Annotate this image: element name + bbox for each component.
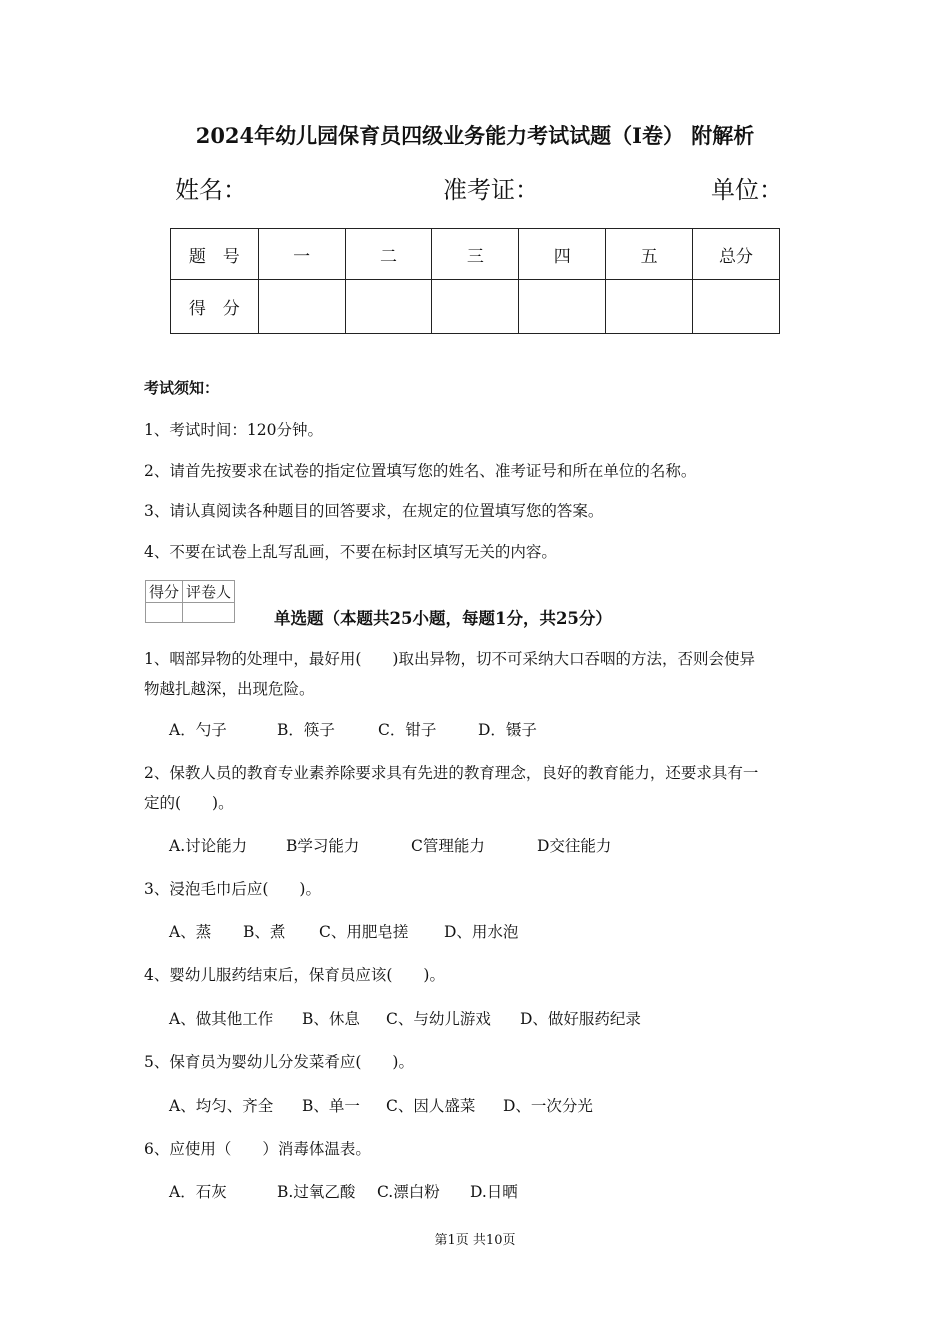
question-1-option-c: C．钳子 <box>378 721 437 739</box>
question-5-option-b: B、单一 <box>302 1097 360 1115</box>
question-2-option-b: B学习能力 <box>286 837 360 855</box>
page-footer: 第1页 共10页 <box>434 1233 516 1248</box>
notice-item: 3、请认真阅读各种题目的回答要求，在规定的位置填写您的答案。 <box>144 502 604 520</box>
score-table-header-cell: 三 <box>432 229 519 280</box>
question-3-option-d: D、用水泡 <box>444 923 519 941</box>
question-4-option-d: D、做好服药纪录 <box>520 1010 641 1028</box>
document-title: 2024年幼儿园保育员四级业务能力考试试题（I卷） 附解析 <box>195 123 755 148</box>
notice-item: 2、请首先按要求在试卷的指定位置填写您的姓名、准考证号和所在单位的名称。 <box>144 462 697 480</box>
question-5-option-d: D、一次分光 <box>503 1097 593 1115</box>
grader-table-grader-label: 评卷人 <box>183 581 235 603</box>
notice-item: 4、不要在试卷上乱写乱画，不要在标封区填写无关的内容。 <box>144 543 557 561</box>
score-row-label: 得 分 <box>171 280 259 334</box>
question-3-option-b: B、煮 <box>243 923 286 941</box>
notice-item: 1、考试时间：120分钟。 <box>144 421 323 439</box>
score-cell <box>693 280 780 334</box>
question-1-option-d: D．镊子 <box>478 721 537 739</box>
score-table <box>170 228 780 334</box>
question-2-text-cont: 定的( )。 <box>144 794 234 812</box>
question-4-text: 4、婴幼儿服药结束后，保育员应该( )。 <box>144 966 445 984</box>
question-1-text-cont: 物越扎越深，出现危险。 <box>144 680 315 698</box>
score-cell <box>606 280 693 334</box>
question-4-option-b: B、休息 <box>302 1010 360 1028</box>
notice-title: 考试须知： <box>144 379 220 397</box>
unit-field-label: 单位： <box>711 176 783 204</box>
grader-table-grader-cell <box>183 603 235 623</box>
question-1-option-b: B．筷子 <box>277 721 335 739</box>
name-field-label: 姓名： <box>175 176 247 204</box>
score-cell <box>258 280 345 334</box>
score-table-header-row <box>171 229 780 280</box>
question-4-option-c: C、与幼儿游戏 <box>386 1010 491 1028</box>
score-table-header-cell: 五 <box>606 229 693 280</box>
question-3-text: 3、浸泡毛巾后应( )。 <box>144 880 321 898</box>
question-5-text: 5、保育员为婴幼儿分发菜肴应( )。 <box>144 1053 414 1071</box>
section-title: 单选题（本题共25小题，每题1分，共25分） <box>274 609 612 628</box>
question-2-option-c: C管理能力 <box>411 837 485 855</box>
score-cell <box>519 280 606 334</box>
score-table-score-row <box>171 280 780 334</box>
score-cell <box>432 280 519 334</box>
question-2-option-d: D交往能力 <box>537 837 612 855</box>
question-4-option-a: A、做其他工作 <box>169 1010 274 1028</box>
question-2-text: 2、保教人员的教育专业素养除要求具有先进的教育理念，良好的教育能力，还要求具有一 <box>144 764 759 782</box>
score-table-header-cell: 总分 <box>693 229 780 280</box>
question-5-option-c: C、因人盛菜 <box>386 1097 476 1115</box>
question-1-text: 1、咽部异物的处理中，最好用( )取出异物，切不可采纳大口吞咽的方法，否则会使异 <box>144 650 755 668</box>
exam-id-field-label: 准考证： <box>443 176 539 204</box>
grader-table-score-cell <box>146 603 183 623</box>
score-table-header-cell: 二 <box>345 229 432 280</box>
question-6-text: 6、应使用（ ）消毒体温表。 <box>144 1140 371 1158</box>
question-6-option-c: C.漂白粉 <box>377 1183 440 1201</box>
question-5-option-a: A、均匀、齐全 <box>169 1097 274 1115</box>
question-6-option-a: A．石灰 <box>169 1183 227 1201</box>
question-3-option-c: C、用肥皂搓 <box>319 923 409 941</box>
question-2-option-a: A.讨论能力 <box>169 837 248 855</box>
grader-table-score-label: 得分 <box>146 581 183 603</box>
score-cell <box>345 280 432 334</box>
question-6-option-d: D.日晒 <box>470 1183 518 1201</box>
score-table-header-cell: 四 <box>519 229 606 280</box>
question-3-option-a: A、蒸 <box>169 923 212 941</box>
question-1-option-a: A．勺子 <box>169 721 227 739</box>
grader-table <box>145 580 235 623</box>
score-table-header-cell: 题 号 <box>171 229 259 280</box>
score-table-header-cell: 一 <box>258 229 345 280</box>
question-6-option-b: B.过氧乙酸 <box>277 1183 356 1201</box>
